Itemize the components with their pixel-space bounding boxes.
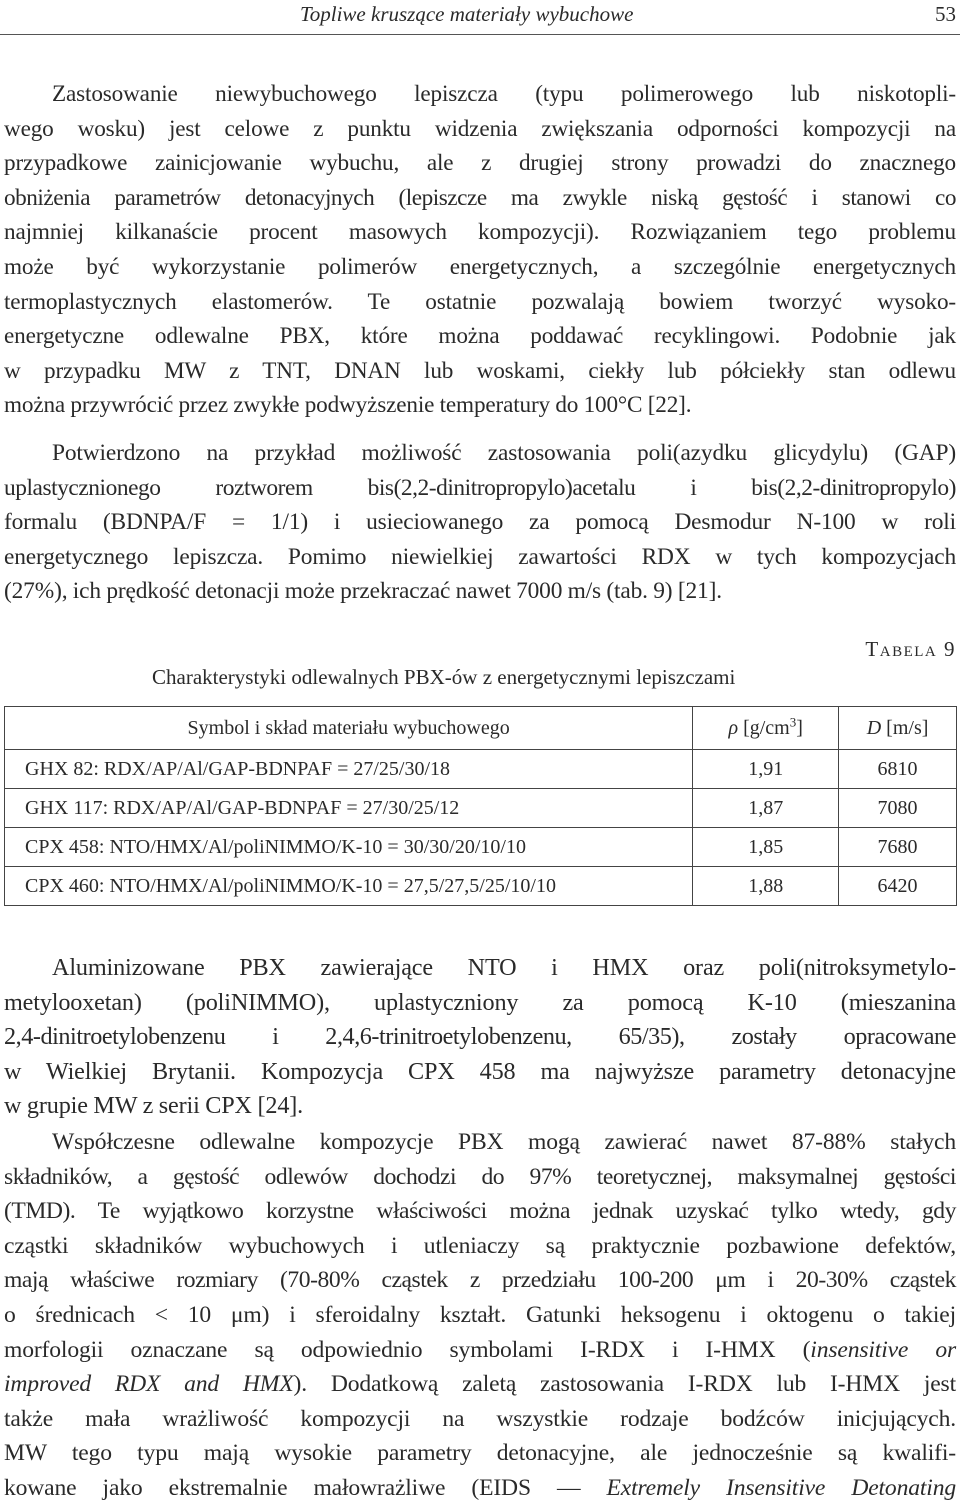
table-row [5, 867, 957, 906]
cell-density: 1,91 [693, 750, 839, 789]
text-line: MW tego typu mają wysokie parametry detonacyjne, ale jednocześnie są kwalifi- [4, 1440, 956, 1467]
cell-symbol: CPX 458: NTO/HMX/Al/poliNIMMO/K-10 = 30/30/20/10/10 [5, 828, 693, 867]
cell-density: 1,87 [693, 789, 839, 828]
velocity-symbol: D [866, 716, 882, 739]
text-line: mają właściwe rozmiary (70-80% cząstek z przedziału 100-200 μm i 20-30% cząstek [4, 1267, 956, 1294]
text-line: w przypadku MW z TNT, DNAN lub woskami, ciekły lub półciekły stan odlewu [4, 357, 956, 384]
text-line: formalu (BDNPA/F = 1/1) i usieciowanego za pomocą Desmodur N-100 w roli [4, 509, 956, 536]
table-row [5, 750, 957, 789]
text-line [4, 1333, 956, 1368]
pbx-table [4, 706, 957, 906]
density-exponent: 3 [789, 713, 797, 729]
text-line: Współczesne odlewalne kompozycje PBX mogą zawierać nawet 87-88% stałych [52, 1129, 956, 1155]
text-line [4, 1367, 956, 1402]
italic-term: Extremely Insensitive Detonating [606, 1474, 956, 1501]
running-header [0, 0, 960, 35]
paragraph-4 [4, 1125, 956, 1506]
text-line: uplastycznionego roztworem bis(2,2-dinitropropylo)acetalu i bis(2,2-dinitropropylo) [4, 474, 956, 501]
text-line: Potwierdzono na przykład możliwość zastosowania poli(azydku glicydylu) (GAP) [52, 440, 956, 466]
text-segment: morfologii oznaczane są odpowiednio symbolami I-RDX i I-HMX ( [4, 1336, 811, 1363]
paragraph-2 [4, 436, 956, 609]
text-line: może być wykorzystanie polimerów energetycznych, a szczególnie energetycznych [4, 253, 956, 280]
italic-term: insensitive or [810, 1336, 957, 1363]
text-line: (TMD). Te wyjątkowo korzystne właściwości można jednak uzyskać tylko wtedy, gdy [4, 1198, 956, 1225]
cell-density: 1,85 [693, 828, 839, 867]
text-line: wego wosku) jest celowe z punktu widzenia zwiększania odporności kompozycji na [4, 115, 956, 142]
velocity-unit: [m/s] [881, 716, 929, 739]
text-segment: kowane jako ekstremalnie małowrażliwe (EIDS — [4, 1474, 607, 1501]
text-line: można przywrócić przez zwykłe podwyższenie temperatury do 100°C [22]. [4, 392, 692, 419]
text-line: obniżenia parametrów detonacyjnych (lepiszcze ma zwykle niską gęstość i stanowi co [4, 184, 956, 211]
text-line: energetycznego lepiszcza. Pomimo niewielkiej zawartości RDX w tych kompozycjach [4, 543, 956, 570]
text-line: 2,4-dinitroetylobenzenu i 2,4,6-trinitroetylobenzenu, 65/35), zostały opracowane [4, 1023, 956, 1051]
text-segment: ). Dodatkową zaletą zastosowania I-RDX lub I-HMX jest [293, 1371, 956, 1398]
text-line: w Wielkiej Brytanii. Kompozycja CPX 458 ma najwyższe parametry detonacyjne [4, 1057, 956, 1085]
text-line: Aluminizowane PBX zawierające NTO i HMX oraz poli(nitroksymetylo- [52, 954, 956, 981]
page-number: 53 [935, 2, 956, 26]
text-line: w grupie MW z serii CPX [24]. [4, 1092, 304, 1120]
text-line: cząstki składników wybuchowych i utleniaczy są praktycznie pozbawione defektów, [4, 1232, 956, 1259]
density-symbol: ρ [728, 716, 739, 739]
cell-density: 1,88 [693, 867, 839, 906]
table-row [5, 789, 957, 828]
header-density [693, 707, 839, 750]
paragraph-1 [4, 77, 956, 423]
text-line: Zastosowanie niewybuchowego lepiszcza (typu polimerowego lub niskotopli- [52, 81, 956, 107]
density-unit: [g/cm [738, 716, 790, 739]
text-line: przypadkowe zainicjowanie wybuchu, ale z drugiej strony prowadzi do znacznego [4, 150, 956, 177]
header-velocity [839, 707, 957, 750]
density-close: ] [796, 716, 803, 739]
table-label: Tabela 9 [865, 637, 956, 661]
text-line: składników, a gęstość odlewów dochodzi do 97% teoretycznej, maksymalnej gęstości [4, 1163, 956, 1190]
text-line: (27%), ich prędkość detonacji może przekraczać nawet 7000 m/s (tab. 9) [21]. [4, 578, 722, 605]
text-line: o średnicach < 10 μm) i sferoidalny kształt. Gatunki heksogenu i oktogenu o takiej [4, 1301, 956, 1328]
table-caption: Charakterystyki odlewalnych PBX-ów z energetycznymi lepiszczami [152, 665, 736, 689]
cell-velocity: 6420 [839, 867, 957, 906]
table-row [5, 828, 957, 867]
text-line: także mała wrażliwość kompozycji na wszystkie rodzaje bodźców inicjujących. [4, 1405, 956, 1432]
paragraph-3 [4, 951, 956, 1124]
table-header-row [5, 707, 957, 750]
cell-velocity: 7680 [839, 828, 957, 867]
header-symbol: Symbol i skład materiału wybuchowego [5, 707, 693, 750]
cell-symbol: CPX 460: NTO/HMX/Al/poliNIMMO/K-10 = 27,5/27,5/25/10/10 [5, 867, 693, 906]
cell-velocity: 6810 [839, 750, 957, 789]
cell-symbol: GHX 82: RDX/AP/Al/GAP-BDNPAF = 27/25/30/18 [5, 750, 693, 789]
text-line: energetyczne odlewalne PBX, które można poddawać recyklingowi. Podobnie jak [4, 323, 956, 350]
italic-term: improved RDX and HMX [4, 1371, 294, 1398]
text-line: najmniej kilkanaście procent masowych kompozycji). Rozwiązaniem tego problemu [4, 219, 956, 246]
running-title: Topliwe kruszące materiały wybuchowe [300, 2, 634, 26]
cell-symbol: GHX 117: RDX/AP/Al/GAP-BDNPAF = 27/30/25/12 [5, 789, 693, 828]
text-line: termoplastycznych elastomerów. Te ostatnie pozwalają bowiem tworzyć wysoko- [4, 288, 956, 315]
text-line [4, 1471, 956, 1506]
cell-velocity: 7080 [839, 789, 957, 828]
text-line: metylooxetan) (poliNIMMO), uplastyczniony za pomocą K-10 (mieszanina [4, 988, 956, 1016]
